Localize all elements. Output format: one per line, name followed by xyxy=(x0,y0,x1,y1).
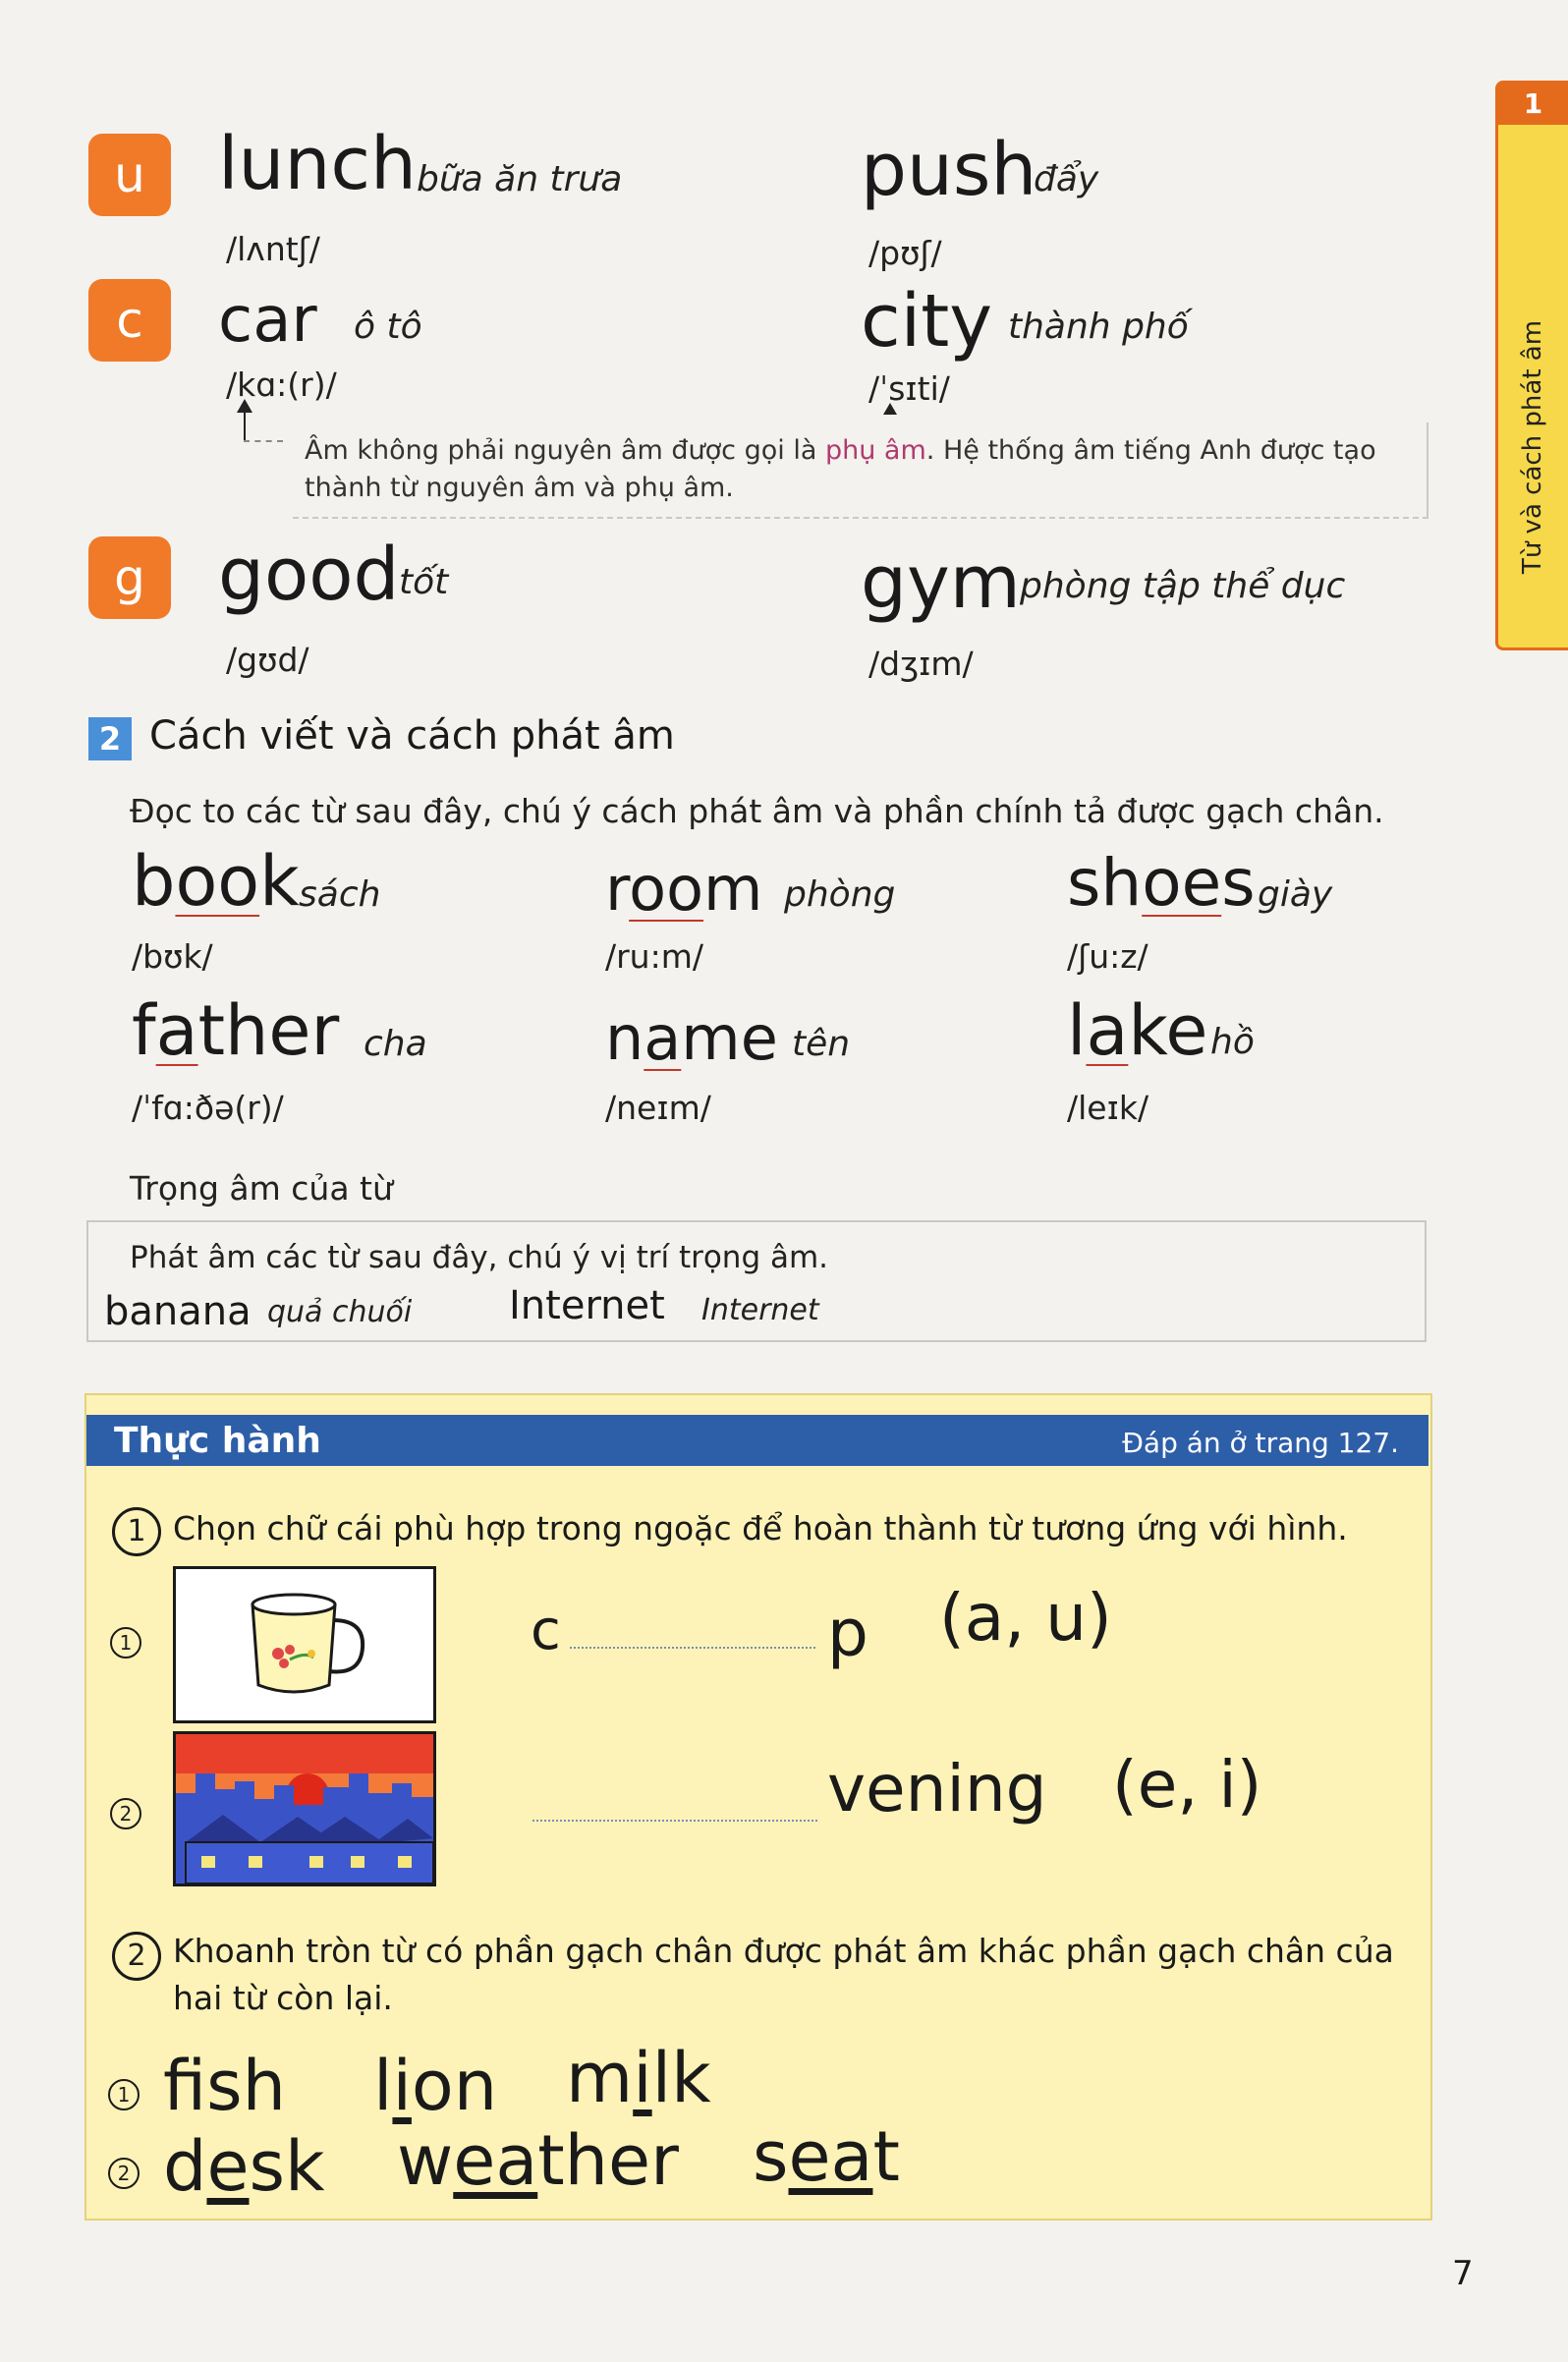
word-part: n xyxy=(605,1002,644,1074)
word-underlined-part: ea xyxy=(788,2116,873,2197)
note-highlight: phụ âm xyxy=(824,435,926,466)
letter-badge-c: c xyxy=(88,279,171,362)
ipa-father: /ˈfɑ:ðə(r)/ xyxy=(132,1089,284,1127)
word-part: m xyxy=(703,853,763,925)
word-underlined-part: i xyxy=(392,2046,412,2126)
item-2-blank[interactable] xyxy=(532,1820,817,1822)
note-text-after: . Hệ thống âm tiếng Anh được tạo thành từ nguyên âm và phụ âm. xyxy=(305,435,1376,503)
evening-city-image xyxy=(173,1731,436,1886)
word-part: l xyxy=(373,2046,393,2126)
word-seat[interactable] xyxy=(753,2116,900,2197)
row-1-number: 1 xyxy=(108,2079,140,2110)
word-part: sh xyxy=(206,2046,286,2126)
meaning-city: thành phố xyxy=(1008,307,1189,347)
word-underlined-part: oe xyxy=(1142,845,1222,921)
ipa-push: /pʊʃ/ xyxy=(868,234,942,272)
word-part: lk xyxy=(651,2038,711,2118)
section-instruction: Đọc to các từ sau đây, chú ý cách phát âm và phần chính tả được gạch chân. xyxy=(130,792,1384,830)
ipa-lunch: /lʌntʃ/ xyxy=(226,230,320,268)
word-lunch: lunch xyxy=(218,122,417,206)
practice-header xyxy=(86,1415,1428,1466)
word-underlined-part: a xyxy=(1086,990,1129,1071)
stress-word-internet: Internet xyxy=(509,1283,665,1328)
sunset-city-icon xyxy=(176,1734,433,1884)
cup-image xyxy=(173,1566,436,1723)
stress-meaning-banana: quả chuối xyxy=(267,1295,413,1329)
section-title: Cách viết và cách phát âm xyxy=(149,713,675,759)
word-push: push xyxy=(861,128,1037,212)
item-1-number: 1 xyxy=(110,1627,141,1659)
word-part: k xyxy=(259,841,300,922)
word-underlined-part: a xyxy=(644,1002,682,1074)
cup-icon xyxy=(176,1569,433,1720)
row-2-number: 2 xyxy=(108,2158,140,2189)
letter-badge-g: g xyxy=(88,536,171,619)
item-1-end: p xyxy=(827,1596,868,1671)
stress-word-banana: banana xyxy=(104,1289,252,1334)
word-part: sk xyxy=(249,2126,325,2207)
ipa-car: /kɑ:(r)/ xyxy=(226,366,337,404)
meaning-push: đẩy xyxy=(1034,159,1099,199)
word-underlined-part: e xyxy=(206,2126,250,2207)
word-part: s xyxy=(1221,845,1256,921)
item-2-end: vening xyxy=(827,1751,1047,1827)
word-underlined-part: a xyxy=(155,990,198,1071)
word-good: good xyxy=(218,533,400,617)
meaning-lunch: bữa ăn trưa xyxy=(417,159,623,199)
meaning-book: sách xyxy=(299,874,381,915)
word-room xyxy=(605,853,763,925)
ipa-room: /ru:m/ xyxy=(605,937,703,976)
meaning-father: cha xyxy=(364,1024,427,1064)
word-underlined-part: ea xyxy=(453,2120,538,2201)
word-milk[interactable] xyxy=(566,2038,711,2118)
word-part: m xyxy=(566,2038,634,2118)
question-1-text: Chọn chữ cái phù hợp trong ngoặc để hoàn thành từ tương ứng với hình. xyxy=(173,1509,1348,1547)
meaning-shoes: giày xyxy=(1258,874,1333,915)
word-part: sh xyxy=(1067,845,1143,921)
word-city: city xyxy=(861,279,993,364)
chapter-side-tab xyxy=(1495,81,1568,650)
word-part: t xyxy=(872,2116,900,2197)
word-father xyxy=(132,990,340,1071)
word-book xyxy=(132,841,300,922)
stress-title: Trọng âm của từ xyxy=(130,1169,393,1208)
chapter-number: 1 xyxy=(1498,84,1568,125)
answer-reference: Đáp án ở trang 127. xyxy=(1122,1427,1399,1459)
word-underlined-part: oo xyxy=(629,853,704,925)
word-lion[interactable] xyxy=(373,2046,498,2126)
meaning-room: phòng xyxy=(784,874,896,915)
word-part: ke xyxy=(1128,990,1208,1071)
word-gym: gym xyxy=(861,540,1021,625)
word-shoes xyxy=(1067,845,1256,921)
stress-instruction: Phát âm các từ sau đây, chú ý vị trí trọng âm. xyxy=(130,1240,829,1275)
word-part: ther xyxy=(197,990,340,1071)
item-1-blank[interactable] xyxy=(570,1647,815,1649)
word-part: l xyxy=(1067,990,1087,1071)
ipa-good: /gʊd/ xyxy=(226,641,309,679)
meaning-name: tên xyxy=(792,1024,851,1064)
word-part: w xyxy=(397,2120,454,2201)
word-underlined-part: oo xyxy=(175,841,260,922)
ipa-lake: /leɪk/ xyxy=(1067,1089,1149,1127)
word-underlined-part: i xyxy=(633,2038,652,2118)
page-number: 7 xyxy=(1452,2254,1474,2293)
word-lake xyxy=(1067,990,1208,1071)
item-1-start: c xyxy=(531,1599,561,1662)
word-desk[interactable] xyxy=(163,2126,325,2207)
consonant-note xyxy=(305,432,1425,507)
word-part: me xyxy=(681,1002,778,1074)
word-fish[interactable] xyxy=(163,2046,286,2126)
arrow-up-icon-2 xyxy=(883,403,897,415)
question-1-number: 1 xyxy=(112,1507,161,1556)
chapter-label: Từ và cách phát âm xyxy=(1518,319,1547,575)
meaning-lake: hồ xyxy=(1210,1022,1255,1062)
note-text-before: Âm không phải nguyên âm được gọi là xyxy=(305,435,825,466)
meaning-car: ô tô xyxy=(354,307,422,347)
meaning-good: tốt xyxy=(399,562,449,602)
stress-meaning-internet: Internet xyxy=(701,1293,819,1327)
word-name xyxy=(605,1002,778,1074)
letter-badge-u: u xyxy=(88,134,171,216)
ipa-book: /bʊk/ xyxy=(132,937,213,976)
ipa-city: /ˈsɪti/ xyxy=(868,369,950,408)
word-part: d xyxy=(163,2126,207,2207)
practice-title: Thực hành xyxy=(114,1421,321,1461)
item-1-choices: (a, u) xyxy=(939,1580,1112,1656)
section-number: 2 xyxy=(88,717,132,760)
word-car: car xyxy=(218,284,317,357)
ipa-shoes: /ʃu:z/ xyxy=(1067,937,1148,976)
word-weather[interactable] xyxy=(397,2120,679,2201)
arrow-dashed-line xyxy=(244,440,283,442)
ipa-name: /neɪm/ xyxy=(605,1089,711,1127)
word-part: b xyxy=(132,841,176,922)
question-2-text: Khoanh tròn từ có phần gạch chân được phát âm khác phần gạch chân của hai từ còn lại. xyxy=(173,1932,1394,2017)
word-part: s xyxy=(753,2116,789,2197)
ipa-gym: /dʒɪm/ xyxy=(868,645,974,683)
item-2-choices: (e, i) xyxy=(1112,1747,1262,1823)
question-2-number: 2 xyxy=(112,1932,161,1981)
word-part: on xyxy=(411,2046,498,2126)
arrow-line xyxy=(244,409,246,442)
word-part: f xyxy=(132,990,156,1071)
word-part: ther xyxy=(537,2120,679,2201)
word-part: f xyxy=(163,2046,207,2126)
word-part: r xyxy=(605,853,630,925)
item-2-number: 2 xyxy=(110,1798,141,1829)
meaning-gym: phòng tập thể dục xyxy=(1020,566,1346,606)
